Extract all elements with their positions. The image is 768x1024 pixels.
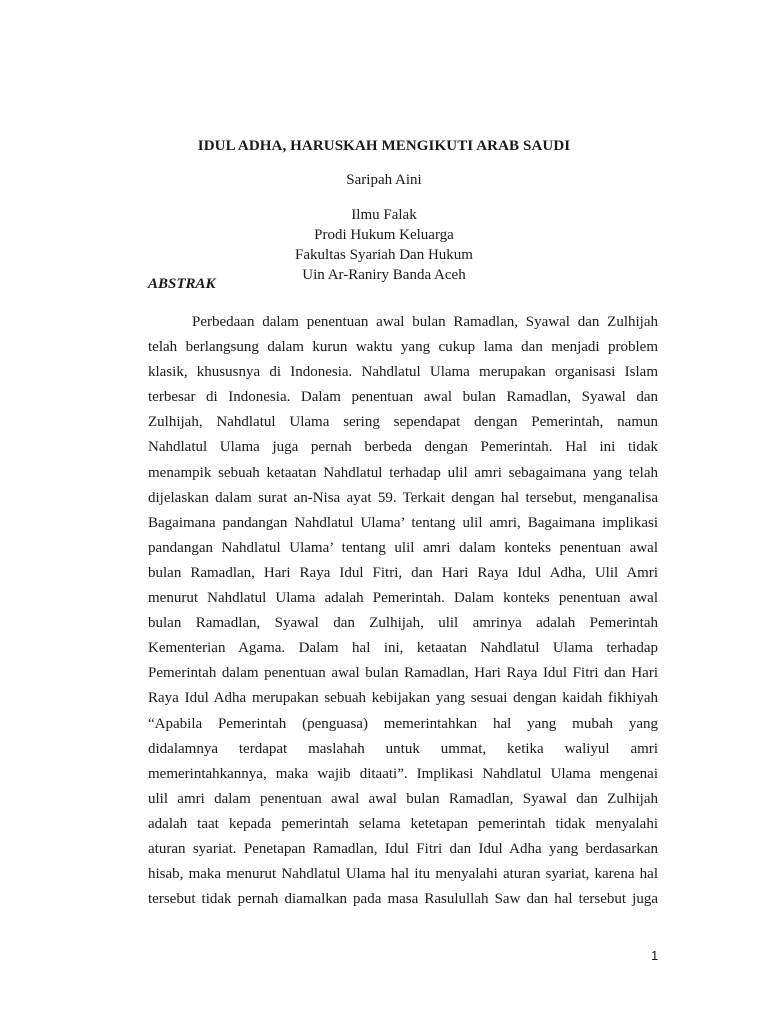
abstract-line: menampik sebuah ketaatan Nahdlatul terhadap ulil amri sebagaimana yang telah (148, 464, 658, 481)
affiliation-line: Prodi Hukum Keluarga (314, 227, 454, 243)
abstract-body (148, 310, 658, 912)
abstract-line: Zulhijah, Nahdlatul Ulama sering sependapat dengan Pemerintah, namun (148, 414, 658, 431)
abstract-line: telah berlangsung dalam kurun waktu yang cukup lama dan menjadi problem (148, 339, 658, 356)
abstract-line: Kementerian Agama. Dalam hal ini, ketaatan Nahdlatul Ulama terhadap (148, 640, 658, 657)
abstract-line: “Apabila Pemerintah (penguasa) memerintahkan hal yang mubah yang (148, 715, 658, 732)
author-name: Saripah Aini (346, 172, 422, 188)
abstract-line: bulan Ramadlan, Hari Raya Idul Fitri, dan Hari Raya Idul Adha, Ulil Amri (148, 564, 658, 581)
abstract-line: didalamnya terdapat maslahah untuk ummat, ketika waliyul amri (148, 740, 658, 757)
affiliation-line: Uin Ar-Raniry Banda Aceh (302, 267, 466, 283)
abstract-line: Pemerintah dalam penentuan awal bulan Ramadlan, Hari Raya Idul Fitri dan Hari (148, 665, 658, 682)
abstract-line: dijelaskan dalam surat an-Nisa ayat 59. Terkait dengan hal tersebut, menganalisa (148, 489, 658, 506)
abstract-line: terbesar di Indonesia. Dalam penentuan awal bulan Ramadlan, Syawal dan (148, 389, 658, 406)
abstract-line: hisab, maka menurut Nahdlatul Ulama hal itu menyalahi aturan syariat, karena hal (148, 866, 658, 883)
affiliation-line: Fakultas Syariah Dan Hukum (295, 247, 473, 263)
abstract-line: Bagaimana pandangan Nahdlatul Ulama’ tentang ulil amri, Bagaimana implikasi (148, 514, 658, 531)
abstract-line: klasik, khususnya di Indonesia. Nahdlatul Ulama merupakan organisasi Islam (148, 364, 658, 381)
abstract-line: bulan Ramadlan, Syawal dan Zulhijah, ulil amrinya adalah Pemerintah (148, 615, 658, 632)
abstract-line: pandangan Nahdlatul Ulama’ tentang ulil amri dalam konteks penentuan awal (148, 539, 658, 556)
document-title: IDUL ADHA, HARUSKAH MENGIKUTI ARAB SAUDI (197, 138, 571, 154)
abstract-line: ulil amri dalam penentuan awal awal bulan Ramadlan, Syawal dan Zulhijah (148, 790, 658, 807)
abstract-line: Nahdlatul Ulama juga pernah berbeda dengan Pemerintah. Hal ini tidak (148, 439, 658, 456)
abstract-line: adalah taat kepada pemerintah selama ketetapan pemerintah tidak menyalahi (148, 815, 658, 832)
abstract-line: aturan syariat. Penetapan Ramadlan, Idul Fitri dan Idul Adha yang berdasarkan (148, 840, 658, 857)
abstract-heading: ABSTRAK (148, 276, 216, 292)
abstract-line: Perbedaan dalam penentuan awal bulan Ramadlan, Syawal dan Zulhijah (192, 314, 658, 330)
abstract-line: tersebut tidak pernah diamalkan pada masa Rasulullah Saw dan hal tersebut juga (148, 891, 658, 908)
abstract-line: Raya Idul Adha merupakan sebuah kebijakan yang sesuai dengan kaidah fikhiyah (148, 690, 658, 707)
abstract-line: memerintahkannya, maka wajib ditaati”. Implikasi Nahdlatul Ulama mengenai (148, 765, 658, 782)
page-number: 1 (651, 948, 659, 963)
affiliation-line: Ilmu Falak (351, 207, 417, 223)
affiliation-block (0, 205, 768, 285)
abstract-line: menurut Nahdlatul Ulama adalah Pemerintah. Dalam konteks penentuan awal (148, 590, 658, 607)
